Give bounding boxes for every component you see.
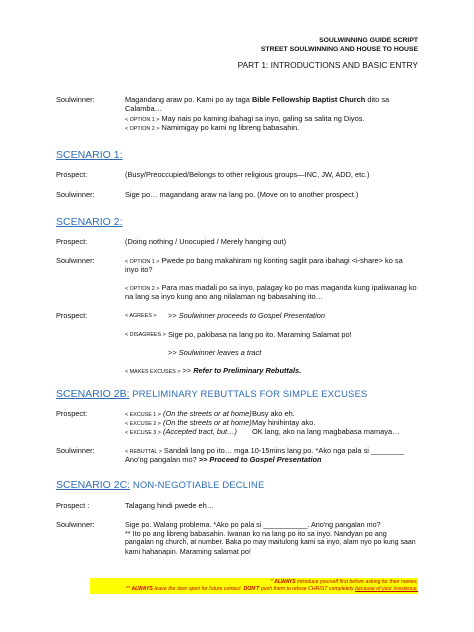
part-heading: PART 1: INTRODUCTIONS AND BASIC ENTRY <box>237 60 418 70</box>
s2-soulwinner-label: Soulwinner: <box>56 256 95 265</box>
s2c-line-4: kami hahanapin. Maraming salamat po! <box>125 547 251 556</box>
s2b-excuse-3: < EXCUSE 3 > (Accepted tract, but…) <box>125 427 237 436</box>
s1-prospect-label: Prospect: <box>56 170 88 179</box>
doc-subtitle: STREET SOULWINNING AND HOUSE TO HOUSE <box>260 46 418 53</box>
s2c-line-2: ** Ito po ang libreng babasahin. Iwanan ko na lang po ito sa inyo. Nandyan po ang <box>125 529 387 538</box>
s1-prospect-text: (Busy/Preoccupied/Belongs to other religious groups—INC, JW, ADD, etc.) <box>125 170 370 179</box>
s2c-prospect-text: Talagang hindi pwede eh… <box>125 501 215 510</box>
s2-option-2-line-2: na lang sa inyo kung ano ang nilalaman ng babasahing ito… <box>125 292 324 301</box>
intro-line-2: Calamba… <box>125 104 162 113</box>
scenario-1-heading: SCENARIO 1: <box>56 149 123 161</box>
scenario-2c-heading: SCENARIO 2C: NON-NEGOTIABLE DECLINE <box>56 479 265 491</box>
footnote-2: ** ALWAYS leave the door open for future contact. DON'T push them to refuse CHRIST completely because of your insistence. <box>125 586 418 592</box>
s2b-prospect-label: Prospect: <box>56 409 88 418</box>
s2-disagrees-tag: < DISAGREES > <box>125 332 166 338</box>
intro-option-1: < OPTION 1 > May nais po kaming ibahagi sa inyo, galing sa salita ng Diyos. <box>125 114 365 123</box>
s2-prospect2-label: Prospect: <box>56 311 88 320</box>
intro-line-1: Magandang araw po. Kami po ay taga Bible Fellowship Baptist Church dito sa <box>125 95 390 104</box>
s2b-rebuttal-line-1: < REBUTTAL > Sandali lang po ito… mga 10-15mins lang po. *Ako nga pala si ________ <box>125 446 404 455</box>
s2c-prospect-label: Prospect : <box>56 501 90 510</box>
s2-agrees-tag: < AGREES > <box>125 313 157 319</box>
s1-soulwinner-label: Soulwinner: <box>56 190 95 199</box>
s2-prospect-label: Prospect: <box>56 237 88 246</box>
s2c-soulwinner-label: Soulwinner: <box>56 520 95 529</box>
scenario-2b-heading: SCENARIO 2B: PRELIMINARY REBUTTALS FOR SIMPLE EXCUSES <box>56 388 368 400</box>
doc-title: SOULWINNING GUIDE SCRIPT <box>319 37 418 44</box>
intro-option-2: < OPTION 2 > Namimigay po kami ng libreng babasahin. <box>125 123 300 132</box>
s2-excuses-line: < MAKES EXCUSES > >> Refer to Preliminary Rebuttals. <box>125 366 302 375</box>
s2b-rebuttal-line-2: Ano'ng pangalan mo? >> Proceed to Gospel Presentation <box>125 455 322 464</box>
intro-label: Soulwinner: <box>56 95 95 104</box>
footnote-1: * ALWAYS introduce yourself first before asking for their names. <box>270 579 418 585</box>
s2c-line-1: Sige po. Walang problema. *Ako po pala si ___________. Ano'ng pangalan mo? <box>125 520 381 529</box>
s2-leaves-text: >> Soulwinner leaves a tract <box>168 348 262 357</box>
s2b-excuse-1-text: Busy ako eh. <box>252 409 295 418</box>
s2b-excuse-2-text: May hinihintay ako. <box>252 418 316 427</box>
s2b-excuse-1: < EXCUSE 1 > (On the streets or at home) <box>125 409 252 418</box>
s1-soulwinner-text: Sige po… magandang araw na lang po. (Move on to another prospect.) <box>125 190 359 199</box>
s2-disagrees-text: Sige po, pakibasa na lang po ito. Maraming Salamat po! <box>168 330 352 339</box>
s2-option-2-line-1: < OPTION 2 > Para mas madali po sa inyo, palagay ko po mas maganda kung ipaliwanag ko <box>125 283 417 292</box>
s2-prospect-text: (Doing nothing / Unocupied / Merely hanging out) <box>125 237 287 246</box>
s2b-soulwinner-label: Soulwinner: <box>56 446 95 455</box>
s2-option-1-line-1: < OPTION 1 > Pwede po bang makahiram ng konting saglit para ibahagi <i-share> ko sa <box>125 256 403 265</box>
s2-agrees-text: >> Soulwinner proceeds to Gospel Presentation <box>168 311 325 320</box>
s2c-line-3: pangalan ng church, at number. Baka po may maitulong kami sa inyo, alam nyo po kung saan <box>125 539 416 546</box>
s2b-excuse-3-text: OK lang, ako na lang magbabasa mamaya… <box>252 427 400 436</box>
s2b-excuse-2: < EXCUSE 2 > (On the streets or at home) <box>125 418 252 427</box>
scenario-2-heading: SCENARIO 2: <box>56 216 123 228</box>
s2-option-1-line-2: inyo ito? <box>125 265 153 274</box>
